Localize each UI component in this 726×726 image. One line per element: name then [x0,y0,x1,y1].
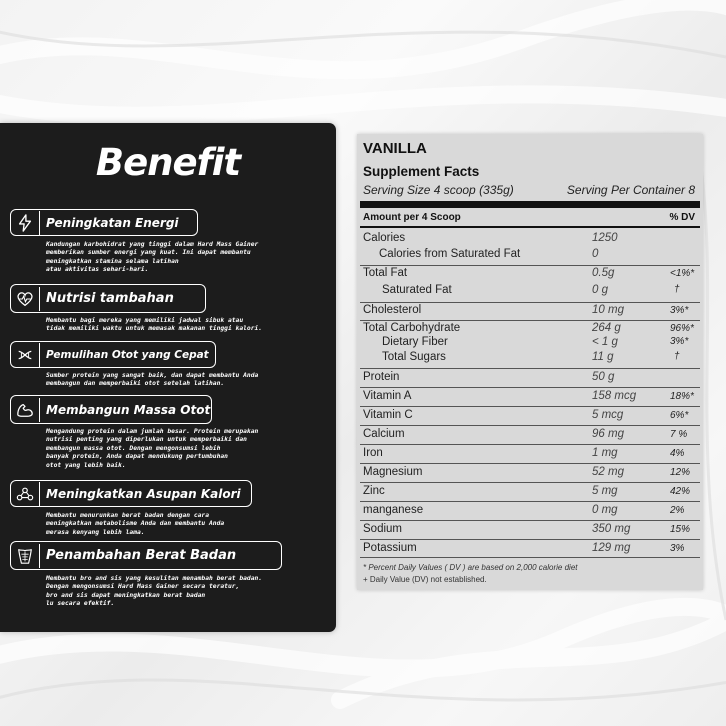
nutrient-dv: † [674,284,680,295]
nutrient-row-vitamin-c [360,406,700,421]
nutrient-row-cholesterol [360,302,700,316]
nutrient-amount: 264 g [592,322,621,334]
nutrient-amount: 50 g [592,371,615,383]
nutrient-dv: 3%* [670,305,689,316]
nutrient-name: Total Sugars [382,351,446,363]
nutrient-name: Sodium [363,523,402,535]
nutrient-dv: 12% [670,467,691,478]
benefit-item-calorie-intake [10,480,252,507]
nutrient-dv: 42% [670,486,691,497]
benefit-item-muscle-mass [10,395,212,424]
nutrient-name: Saturated Fat [382,284,452,296]
thick-divider [360,201,700,208]
nutrient-amount: 0 g [592,284,608,296]
nutrient-name: Vitamin C [363,409,413,421]
benefit-label: Peningkatan Energi [46,215,179,230]
nutrient-dv: 18%* [670,391,694,402]
nutrient-name: Calories from Saturated Fat [379,248,521,260]
footnote-percent-dv: * Percent Daily Values ( DV ) are based on 2,000 calorie diet [363,563,578,572]
nutrient-name: Protein [363,371,400,383]
benefit-label: Nutrisi tambahan [46,291,174,306]
nutrient-dv: 3%* [670,336,689,347]
facts-title: Supplement Facts [363,164,480,179]
benefit-label: Membangun Massa Otot [46,402,211,417]
nutrient-name: Potassium [363,542,417,554]
nutrient-name: Vitamin A [363,390,412,402]
nutrient-name: Calcium [363,428,405,440]
molecule-icon [11,482,40,506]
nutrient-amount: 5 mcg [592,409,624,421]
nutrient-name: Total Carbohydrate [363,322,461,334]
footnote-dv-not-established: + Daily Value (DV) not established. [363,575,487,584]
benefit-description: Mengandung protein dalam jumlah besar. Protein merupakan nutrisi penting yang diperlukan untuk memperbaiki dan membangun massa otot. Dengan mengonsumsi lebih banyak protein, Anda dapat mendukung pertumbuhan otot yang lebih baik. [46,428,259,469]
nutrient-amount: < 1 g [592,336,618,348]
nutrient-amount: 0.5g [592,267,615,279]
nutrient-row-sodium [360,520,700,535]
nutrient-dv: 7 % [670,429,688,440]
nutrient-row-total-fat [360,265,700,279]
benefit-description: Sumber protein yang sangat baik, dan dapat membantu Anda membangun dan memperbaiki otot setelah latihan. [46,372,259,388]
nutrient-name: Total Fat [363,267,408,279]
nutrient-amount: 11 g [592,351,614,363]
lightning-icon [11,211,40,235]
nutrient-amount: 10 mg [592,304,624,316]
nutrient-dv: 96%* [670,323,694,334]
nutrient-amount: 96 mg [592,428,624,440]
nutrient-name: Magnesium [363,466,423,478]
flavor-name: VANILLA [363,140,427,157]
dv-header: % DV [669,212,695,223]
nutrient-amount: 158 mcg [592,390,637,402]
benefit-description: Membantu bagi mereka yang memiliki jadwal sibuk atau tidak memiliki waktu untuk memasak makanan tinggi kalori. [46,317,263,333]
heart-pulse-icon [11,287,40,311]
benefit-item-weight-gain [10,541,282,570]
benefit-label: Meningkatkan Asupan Kalori [46,486,241,501]
nutrient-row-zinc [360,482,700,497]
nutrient-name: Calories [363,232,406,244]
benefit-description: Kandungan karbohidrat yang tinggi dalam Hard Mass Gainer memberikan sumber energi yang kuat. Ini dapat membantu meningkatkan stamina selama latihan atau aktivitas sehari-hari. [46,241,259,274]
nutrient-name: manganese [363,504,424,516]
dna-icon [11,343,40,367]
nutrient-dv: † [674,351,680,362]
benefit-description: Membantu bro and sis yang kesulitan menambah berat badan. Dengan mengonsumsi Hard Mass Gainer secara teratur, bro and sis dapat meningkatkan berat badan lu secara efektif. [46,575,263,608]
nutrient-row-total-carbohydrate [360,320,700,334]
nutrient-name: Cholesterol [363,304,422,316]
header-divider [360,226,700,228]
nutrient-amount: 52 mg [592,466,624,478]
benefit-description: Membantu menurunkan berat badan dengan cara meningkatkan metabolisme Anda dan membantu Anda merasa kenyang lebih lama. [46,512,225,536]
nutrient-row-magnesium [360,463,700,478]
nutrient-dv: 4% [670,448,685,459]
nutrient-amount: 0 mg [592,504,618,516]
nutrient-amount: 350 mg [592,523,631,535]
nutrient-name: Iron [363,447,383,459]
benefit-item-energy [10,209,198,236]
nutrient-row-potassium [360,539,700,558]
nutrient-amount: 1250 [592,232,618,244]
nutrient-row-protein [360,368,700,383]
supplement-facts-panel [357,134,703,590]
nutrient-amount: 5 mg [592,485,618,497]
nutrient-dv: 2% [670,505,685,516]
benefit-label: Penambahan Berat Badan [46,548,237,563]
nutrient-row-manganese [360,501,700,516]
amount-header: Amount per 4 Scoop [363,212,461,223]
nutrient-row-vitamin-a [360,387,700,402]
nutrient-row-calcium [360,425,700,440]
nutrient-row-iron [360,444,700,459]
nutrient-name: Dietary Fiber [382,336,448,348]
nutrient-amount: 129 mg [592,542,631,554]
servings-per-container: Serving Per Container 8 [566,183,695,197]
nutrient-dv: 15% [670,524,691,535]
benefit-label: Pemulihan Otot yang Cepat [46,348,209,361]
nutrient-dv: 6%* [670,410,689,421]
nutrient-dv: 3% [670,543,685,554]
benefit-item-recovery [10,341,216,368]
benefit-panel [0,123,336,632]
serving-size: Serving Size 4 scoop (335g) [363,183,514,197]
nutrient-name: Zinc [363,485,385,497]
flexed-arm-icon [11,398,40,422]
nutrient-amount: 0 [592,248,599,260]
nutrient-amount: 1 mg [592,447,618,459]
benefit-item-nutrition [10,284,206,313]
muscular-torso-icon [11,544,40,568]
nutrient-dv: <1%* [670,268,695,279]
benefit-title: Benefit [95,141,241,184]
